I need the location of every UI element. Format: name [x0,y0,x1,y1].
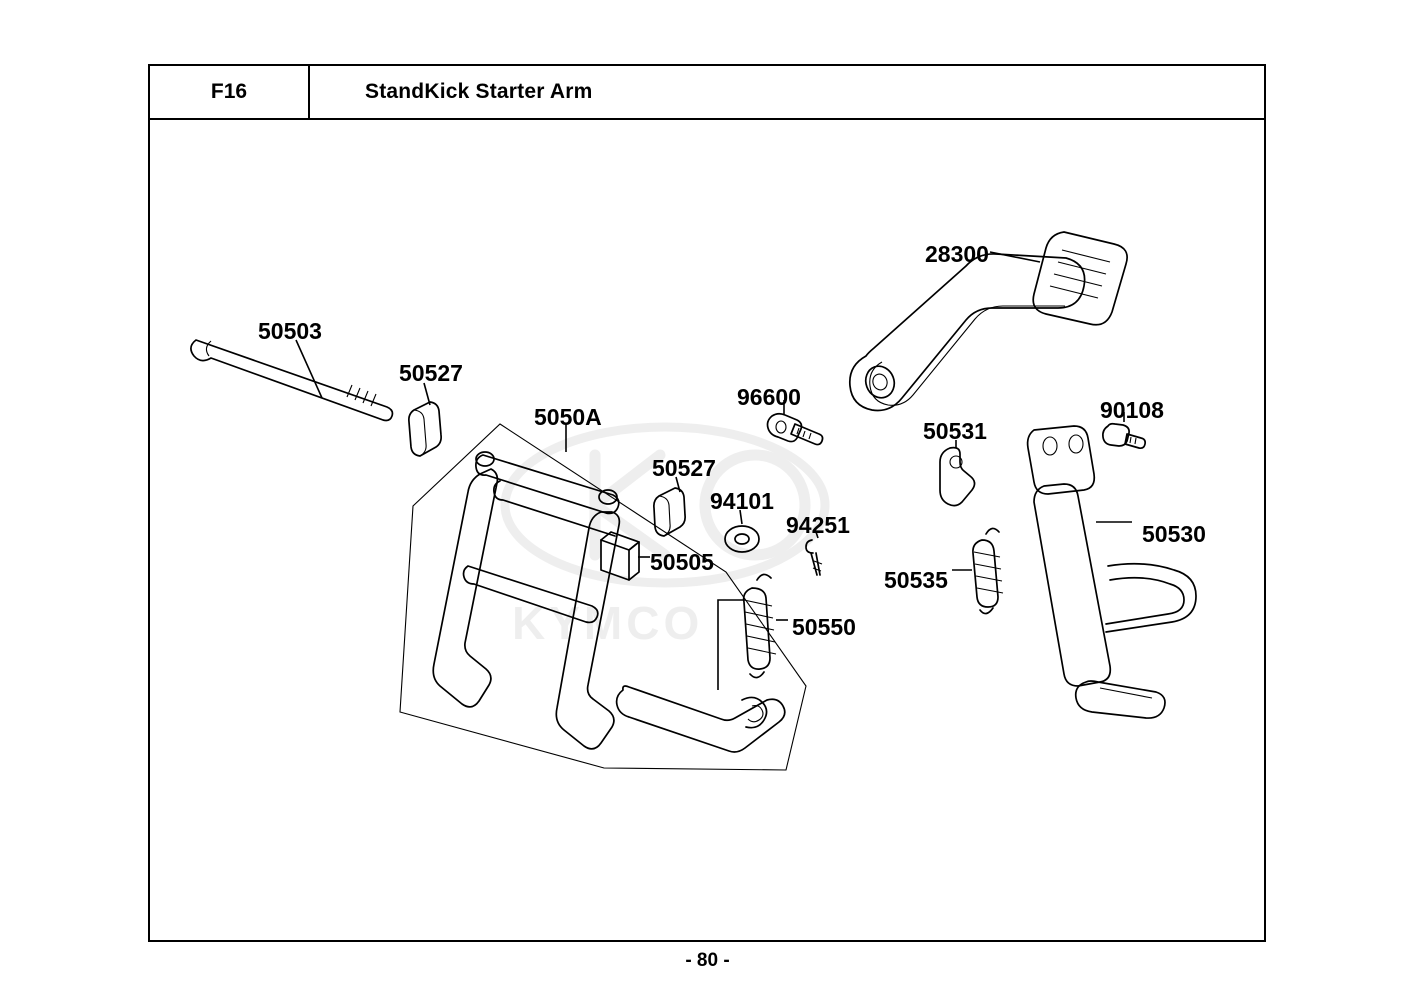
part-94101-drawing [725,510,759,552]
part-label-50535: 50535 [884,567,948,593]
part-label-50505: 50505 [650,549,714,575]
part-label-94251: 94251 [786,512,850,538]
part-50550-drawing [718,574,788,690]
part-label-50550: 50550 [792,614,856,640]
part-label-28300: 28300 [925,241,989,267]
part-50527-upper-drawing [409,383,441,456]
part-label-50527-upper: 50527 [399,360,463,386]
part-50503-drawing [191,340,393,421]
part-label-5050A: 5050A [534,404,602,430]
part-label-50503: 50503 [258,318,322,344]
part-50527-lower-drawing [654,477,685,536]
part-5050A-drawing [400,424,806,770]
part-label-50531: 50531 [923,418,987,444]
watermark-text: KYMCO [512,597,704,649]
part-label-50527-lower: 50527 [652,455,716,481]
part-50531-drawing [940,440,975,506]
page-number: - 80 - [685,950,730,971]
part-label-90108: 90108 [1100,397,1164,423]
part-50530-drawing [1028,426,1196,718]
page-title: StandKick Starter Arm [365,80,593,103]
part-label-50530: 50530 [1142,521,1206,547]
part-label-96600: 96600 [737,384,801,410]
part-label-94101: 94101 [710,488,774,514]
part-50535-drawing [952,528,1003,613]
section-code: F16 [150,66,310,118]
